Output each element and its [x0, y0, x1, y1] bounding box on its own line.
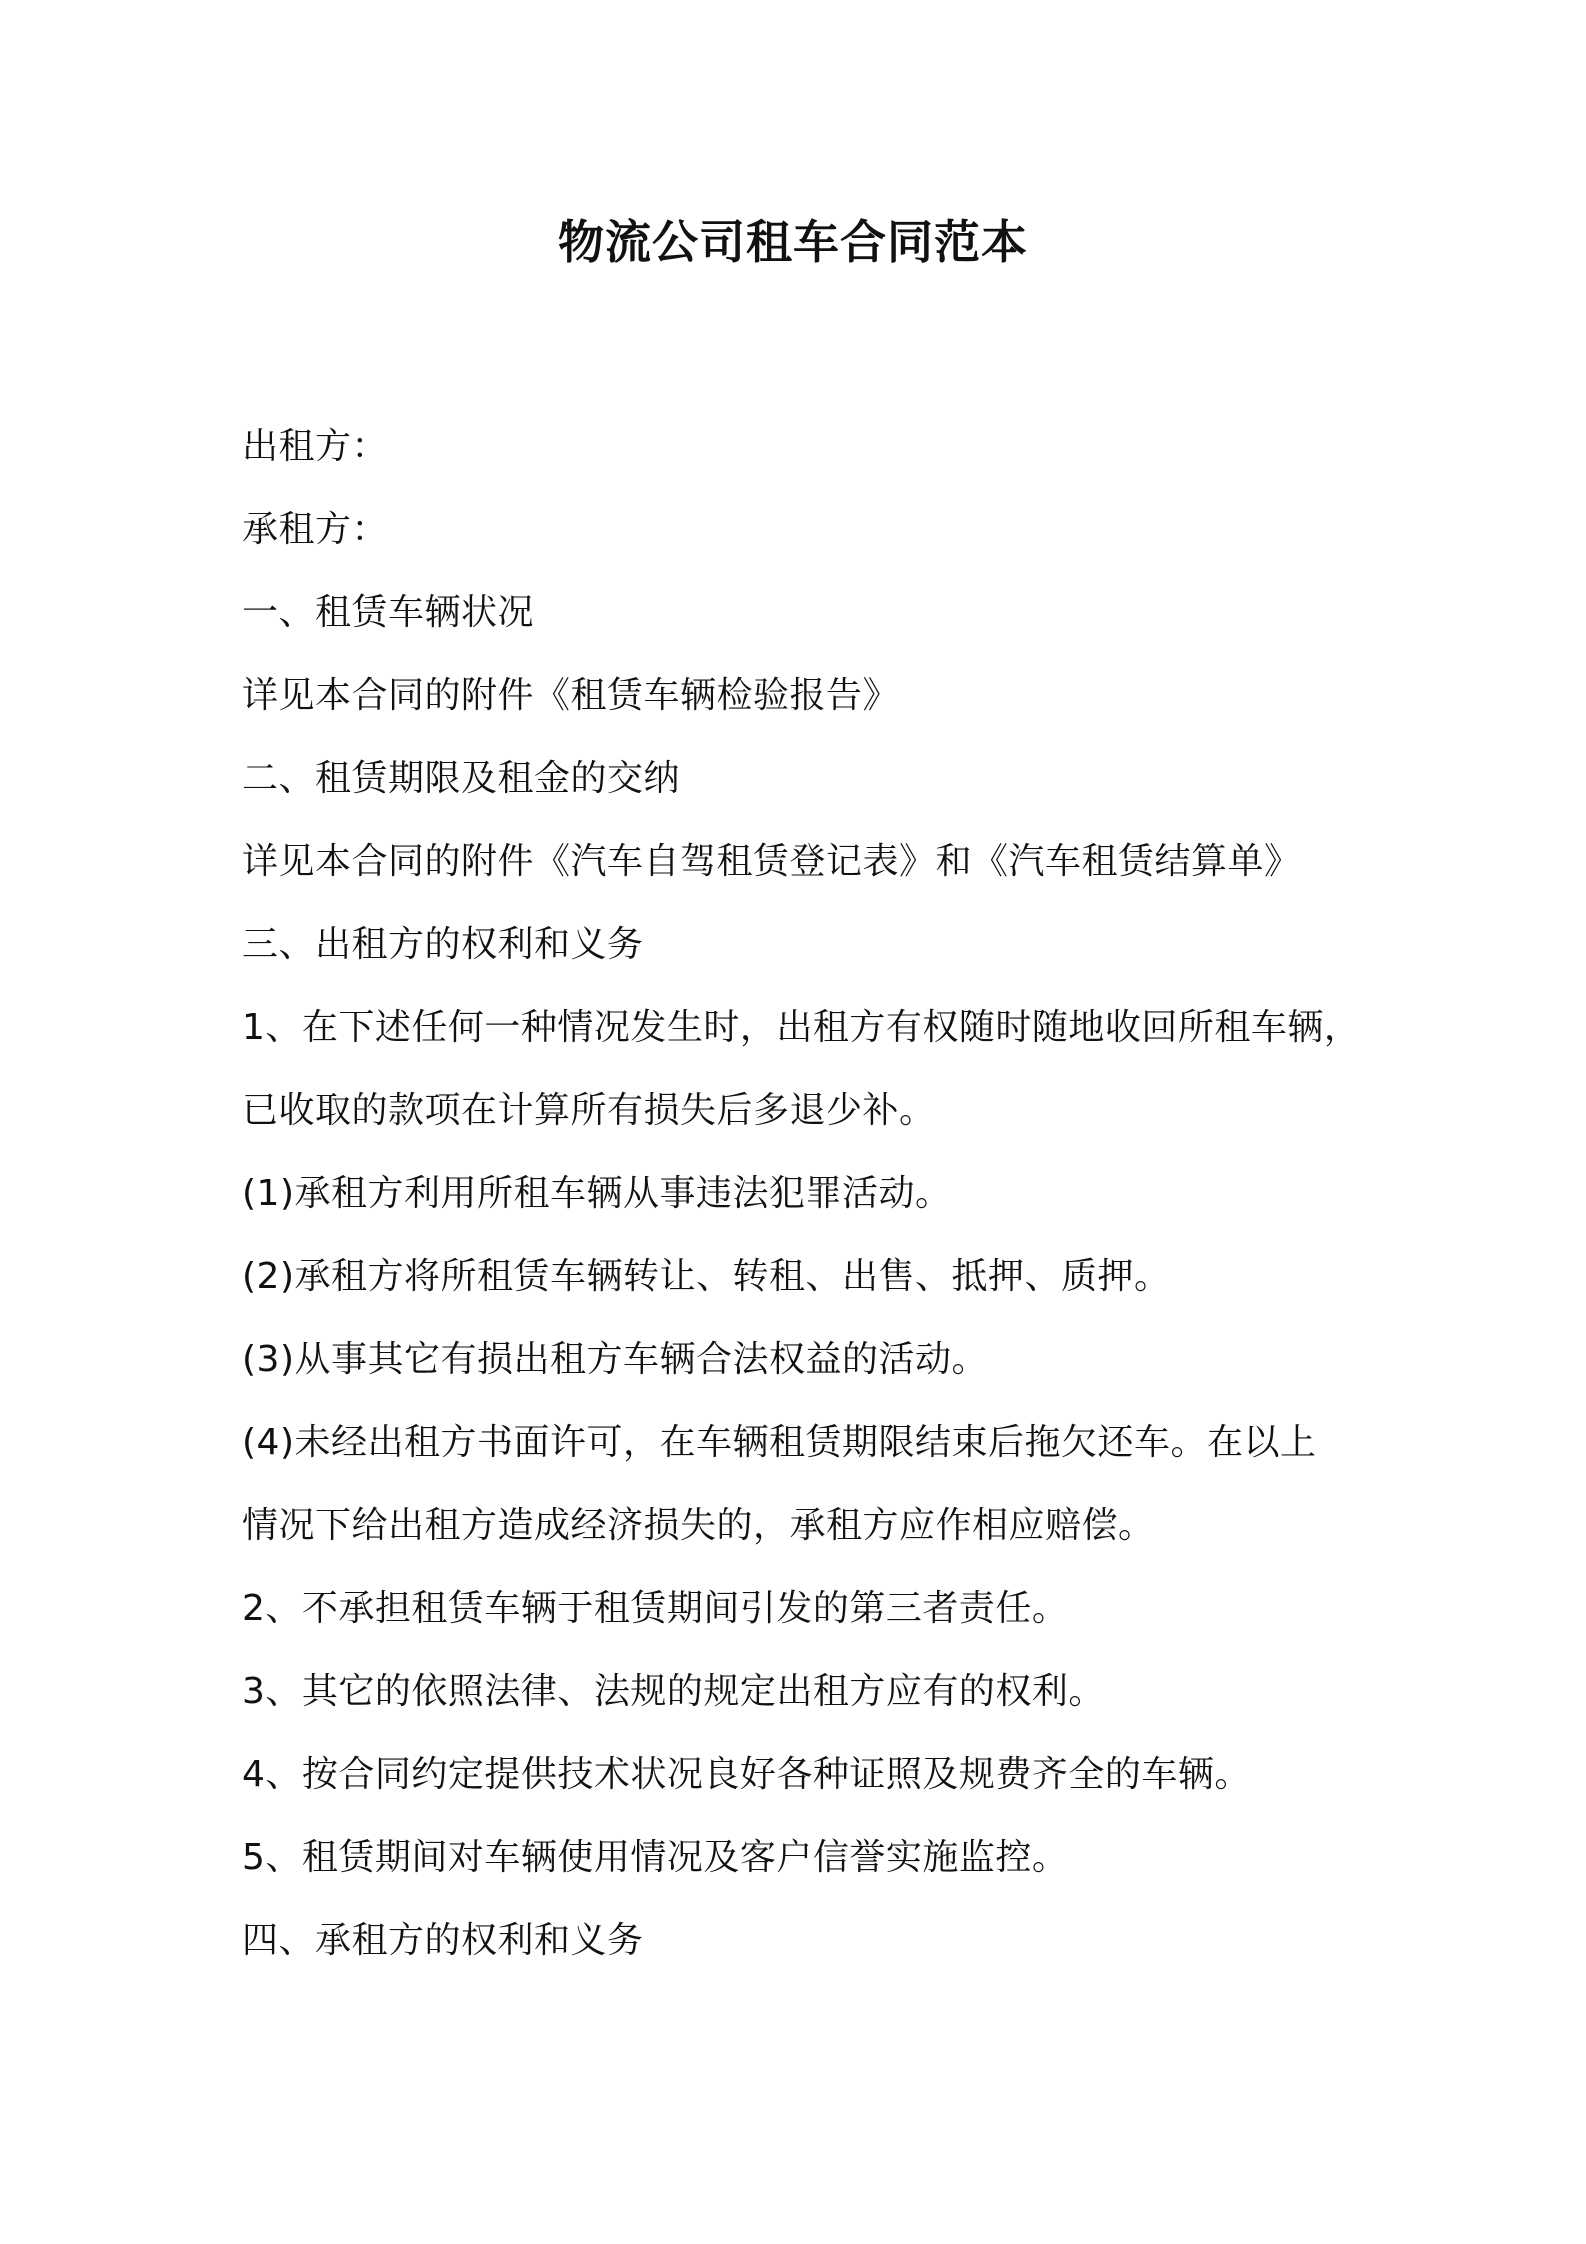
lessor-line: 出租方：: [242, 426, 389, 467]
list-item: 5、租赁期间对车辆使用情况及客户信誉实施监控。: [242, 1837, 1069, 1878]
list-item: 3、其它的依照法律、法规的规定出租方应有的权利。: [242, 1671, 1105, 1712]
paragraph-line: 详见本合同的附件《汽车自驾租赁登记表》和《汽车租赁结算单》: [242, 841, 1301, 882]
document-body: [242, 405, 1382, 1982]
list-item: 4、按合同约定提供技术状况良好各种证照及规费齐全的车辆。: [242, 1754, 1251, 1795]
list-item: (1)承租方利用所租车辆从事违法犯罪活动。: [242, 1173, 952, 1214]
paragraph-line: 情况下给出租方造成经济损失的，承租方应作相应赔偿。: [242, 1505, 1155, 1546]
section-heading-1: 一、租赁车辆状况: [242, 592, 535, 633]
list-item: 2、不承担租赁车辆于租赁期间引发的第三者责任。: [242, 1588, 1069, 1629]
list-item: (2)承租方将所租赁车辆转让、转租、出售、抵押、质押。: [242, 1256, 1171, 1297]
list-item: (4)未经出租方书面许可，在车辆租赁期限结束后拖欠还车。在以上: [242, 1422, 1317, 1463]
section-heading-2: 二、租赁期限及租金的交纳: [242, 758, 681, 799]
paragraph-line: 详见本合同的附件《租赁车辆检验报告》: [242, 675, 900, 716]
paragraph-line: 已收取的款项在计算所有损失后多退少补。: [242, 1090, 936, 1131]
section-heading-4: 四、承租方的权利和义务: [242, 1920, 644, 1961]
paragraph-line: 1、在下述任何一种情况发生时，出租方有权随时随地收回所租车辆，: [242, 1007, 1361, 1048]
lessee-line: 承租方：: [242, 509, 389, 550]
list-item: (3)从事其它有损出租方车辆合法权益的活动。: [242, 1339, 988, 1380]
document-title: 物流公司租车合同范本: [558, 215, 1028, 269]
section-heading-3: 三、出租方的权利和义务: [242, 924, 644, 965]
